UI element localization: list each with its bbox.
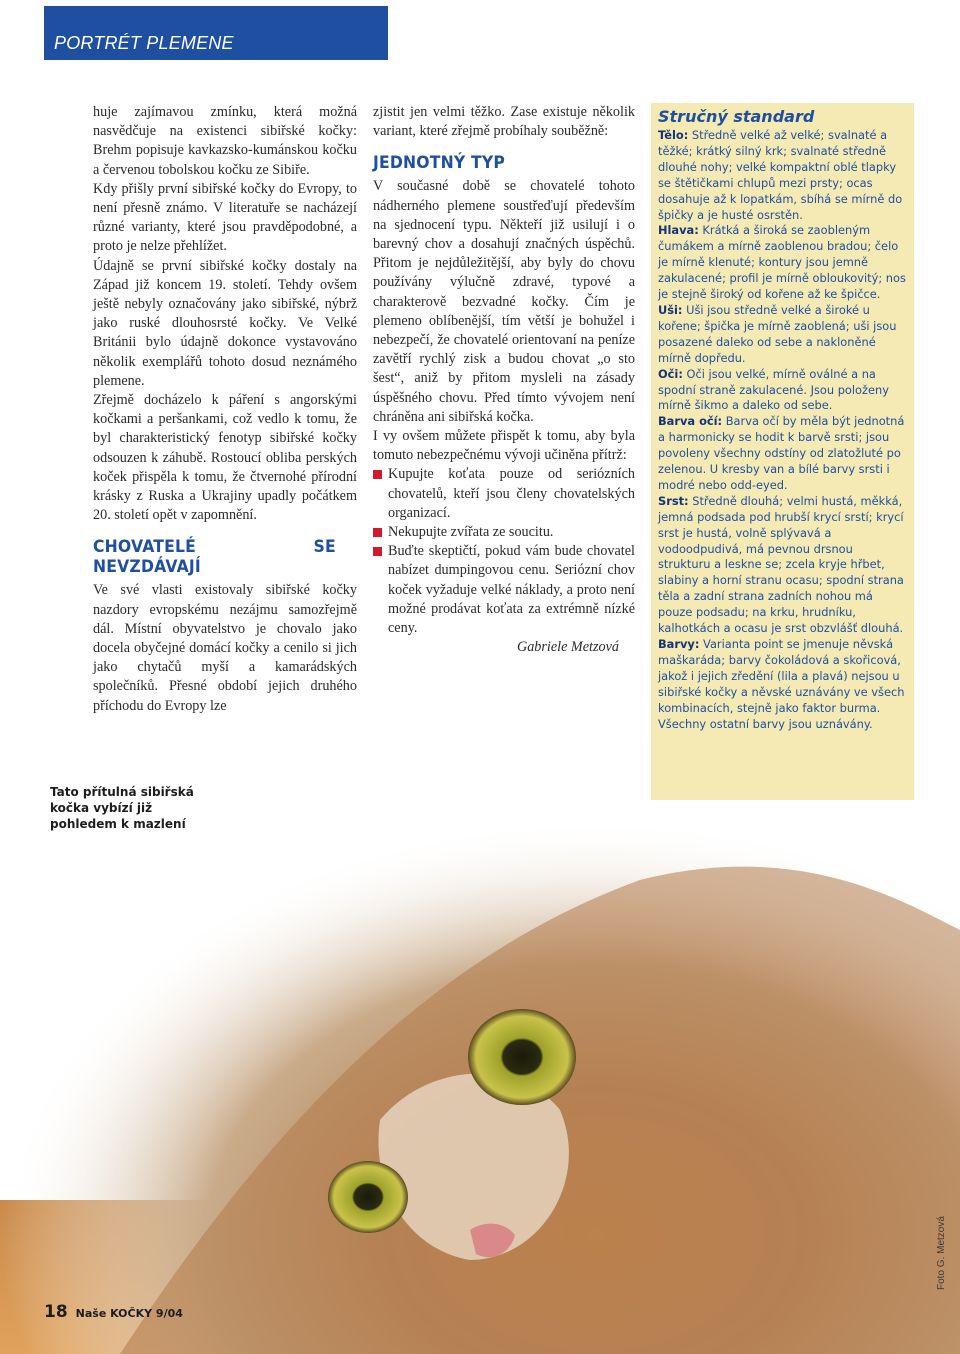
paragraph: Zřejmě docházelo k páření s angorskými kočkami a peršankami, což vedlo k tomu, že byl charakteristický fenotyp sibiřské kočky odsouzen k záhubě. Rostoucí obliba perských koček přispěla k tomu, že čtvernohé přírodní krásky z Ruska a Ukrajiny upadly počátkem 20. století opět v zapomnění. [93,392,357,524]
standard-label: Oči: [658,366,683,381]
paragraph: V současné době se chovatelé tohoto nádherného plemene soustřeďují především na sjednocení typu. Někteří již usilují i o barevný chov a dosahují značných úspěchů. Přitom je nejdůležitější, aby byly do chovu používány výlučně zdravé, typové a charakterově bezvadné kočky. Čím je plemeno oblíbenější, tím větší je bohužel i nebezpečí, že chovatelé orientovaní na peníze zavětří rychlý zisk a budou chovat „o sto šest“, aniž by přitom mysleli na zásady úspěšného chovu. Před tímto vývojem není chráněna ani sibiřská kočka. [373,178,635,425]
bullet-square-icon [373,470,382,479]
article-column-1 [93,103,357,716]
standard-item [658,223,908,303]
bullet-square-icon [373,547,382,556]
section-heading: CHOVATELÉ SE NEVZDÁVAJÍ [93,537,336,578]
standard-label: Tělo: [658,128,689,142]
list-item [373,542,635,638]
paragraph: zjistit jen velmi těžko. Zase existuje několik variant, které zřejmě probíhaly souběžně: [373,104,635,140]
paragraph: Ve své vlasti existovaly sibiřské kočky nazdory evropskému nezájmu samozřejmě dál. Místní obyvatelstvo je chovalo jako docela obyčejné domácí kočky a cenilo si jich jako chytačů myší a kamarádských společníků. Přesné období jejich druhého příchodu do Evropy lze [93,582,357,714]
photo-credit: Foto G. Metzová [936,1216,947,1290]
standard-text: Středně dlouhá; velmi hustá, měkká, jemná podsada pod hrubší krycí srstí; krycí srst je hustá, volně splývavá a vodoodpudivá, má pevnou drsnou strukturu a leskne se; zcela kryje hřbet, slabiny a horní stranu ocasu; spodní strana těla a zadní strana zadních nohou má pouze podsadu; na krku, hrudníku, kalhotkách a ocasu je srst obzvlášť dlouhá. [658,493,904,636]
standard-label: Srst: [658,493,689,508]
standard-label: Barva očí: [658,414,723,429]
list-item [373,465,635,523]
standard-text: Krátká a široká se zaobleným čumákem a mírně zaoblenou bradou; čelo je mírně klenuté; kontury jsou jemně zakulacené; profil je mírně obloukovitý; nos je stejně široký od kořene až ke špičce. [658,223,906,302]
standard-item [658,367,908,415]
list-item-text: Buďte skeptičtí, pokud vám bude chovatel nabízet dumpingovou cenu. Seriózní chov koček vyžaduje velké náklady, a proto není možné prodávat koťata za extrémně nízké ceny. [388,543,635,637]
breed-standard-box [651,103,914,800]
list-item [373,523,635,542]
standard-text: Varianta point se jmenuje něvská maškaráda; barvy čokoládová a skořicová, jakož i jejich zředění (lila a plavá) nejsou u sibiřské kočky a něvské uznávány ve všech kombinacích, stejně jako faktor burma. Všechny ostatní barvy jsou uznávány. [658,637,905,731]
paragraph: Údajně se první sibiřské kočky dostaly na Západ již koncem 19. století. Tehdy ovšem ještě nebyly označovány jako sibiřské, nýbrž jako ruské dlouhosrsté kočky. Ve Velké Británii bylo údajně dokonce vystavováno několik exemplářů tohoto dosud neznámého plemene. [93,257,357,389]
list-item-text: Nekupujte zvířata ze soucitu. [388,524,554,541]
standard-text: Oči jsou velké, mírně oválné a na spodní straně zakulacené. Jsou položeny mírně šikmo a daleko od sebe. [658,366,889,413]
standard-item [658,303,908,367]
photo-caption: Tato přítulná sibiřská kočka vybízí již pohledem k mazlení [50,785,194,831]
standard-text: Středně velké až velké; svalnaté a těžké; krátký silný krk; svalnaté středně dlouhé nohy; velké kompaktní oblé tlapky se štětičkami chlupů mezi prsty; ocas dosahuje až k lopatkám, sbíhá se mírně do špičky a je husté osrstěn. [658,128,903,222]
page-footer [44,1302,183,1322]
standard-item [658,494,908,637]
bullet-square-icon [373,528,382,537]
section-heading: JEDNOTNÝ TYP [373,153,506,174]
section-header [44,6,388,60]
author-signature: Gabriele Metzová [516,639,619,656]
magazine-name: Naše KOČKY 9/04 [75,1307,183,1320]
standard-label: Hlava: [658,223,699,238]
standard-item [658,637,908,732]
standard-item [658,128,908,223]
list-item-text: Kupujte koťata pouze od seriózních chovatelů, kteří jsou členy chovatelských organizací. [388,466,635,521]
section-title: PORTRÉT PLEMENE [54,33,234,53]
article-column-2 [373,103,635,657]
paragraph: huje zajímavou zmínku, která možná nasvědčuje na existenci sibiřské kočky: Brehm popisuje kavkazsko-kumánskou kočku a červenou tobolskou kočku ze Sibiře. [93,104,357,178]
standard-text: Barva očí by měla být jednotná a harmonicky se hodit k barvě srsti; jsou povoleny všechny odstíny od zlatožluté po zelenou. U kresby van a bílé barvy srsti i modré nebo odd-eyed. [658,414,905,492]
paragraph: I vy ovšem můžete přispět k tomu, aby byla tomuto nebezpečnému vývoji učiněna přítrž: [373,428,635,464]
standard-text: Uši jsou středně velké a široké u kořene; špička je mírně zaoblená; uši jsou posazené daleko od sebe a nakloněné mírně dopředu. [658,302,897,365]
standard-label: Uši: [658,302,683,317]
page-number: 18 [44,1302,68,1322]
standard-item [658,414,908,494]
standard-label: Barvy: [658,637,700,651]
standard-title: Stručný standard [658,107,815,126]
paragraph: Kdy přišly první sibiřské kočky do Evropy, to není přesně známo. V literatuře se nacházejí různé varianty, které jsou pravděpodobné, a proto je nelze přehlížet. [93,180,357,255]
